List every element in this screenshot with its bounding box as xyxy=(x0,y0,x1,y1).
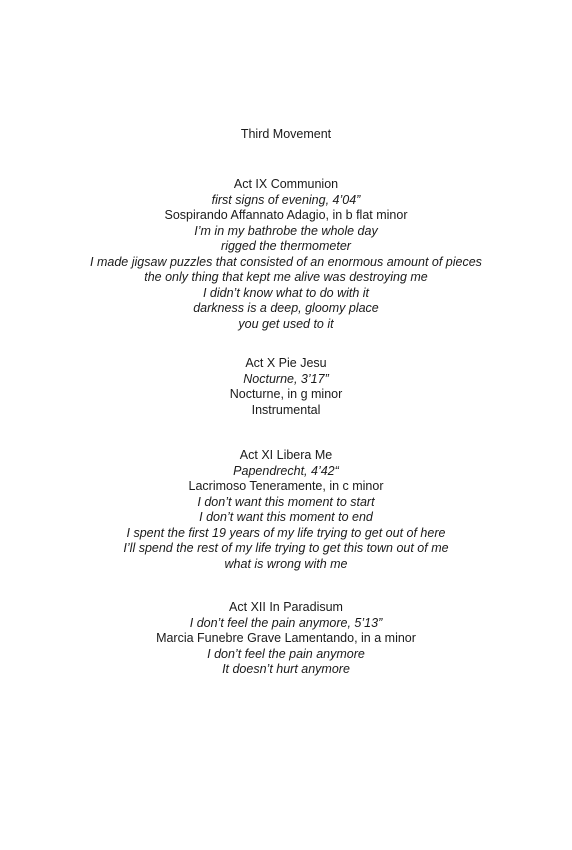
lyric-line: I don’t want this moment to end xyxy=(199,510,373,524)
track-info: first signs of evening, 4’04” xyxy=(211,192,361,207)
lyric-line: I made jigsaw puzzles that consisted of an enormous amount of pieces xyxy=(90,254,482,269)
lyric-line: I didn’t know what to do with it xyxy=(202,285,370,300)
act-title: Act XI Libera Me xyxy=(239,448,333,462)
lyric-line: I’m in my bathrobe the whole day xyxy=(194,223,378,238)
act-ix-block xyxy=(0,177,572,332)
lyric-line: I don’t want this moment to start xyxy=(197,494,375,509)
tempo-marking: Marcia Funebre Grave Lamentando, in a minor xyxy=(156,631,416,645)
tempo-marking: Nocturne, in g minor xyxy=(229,387,343,401)
tempo-marking: Sospirando Affannato Adagio, in b flat minor xyxy=(164,208,408,222)
lyric-line: you get used to it xyxy=(238,316,334,331)
lyric-line: darkness is a deep, gloomy place xyxy=(193,301,379,315)
lyric-line: rigged the thermometer xyxy=(221,239,351,253)
lyric-line: It doesn’t hurt anymore xyxy=(222,662,350,676)
track-info: I don’t feel the pain anymore, 5’13” xyxy=(189,615,383,630)
track-info: Nocturne, 3’17” xyxy=(243,371,329,386)
lyric-line: what is wrong with me xyxy=(224,556,348,571)
lyric-line: I don’t feel the pain anymore xyxy=(207,646,365,661)
act-xii-block xyxy=(0,600,572,678)
act-x-block xyxy=(0,356,572,418)
act-title: Act IX Communion xyxy=(233,177,339,191)
lyric-line: I spent the first 19 years of my life trying to get out of here xyxy=(126,525,446,540)
tempo-marking: Lacrimoso Teneramente, in c minor xyxy=(188,479,384,493)
track-info: Papendrecht, 4’42“ xyxy=(233,463,339,478)
act-xi-block xyxy=(0,448,572,572)
section-heading: Third Movement xyxy=(240,127,332,141)
instrumental-note: Instrumental xyxy=(251,402,321,417)
act-title: Act XII In Paradisum xyxy=(229,600,343,614)
act-title: Act X Pie Jesu xyxy=(245,356,327,370)
lyric-line: the only thing that kept me alive was destroying me xyxy=(144,270,428,284)
lyric-line: I’ll spend the rest of my life trying to get this town out of me xyxy=(123,541,449,555)
